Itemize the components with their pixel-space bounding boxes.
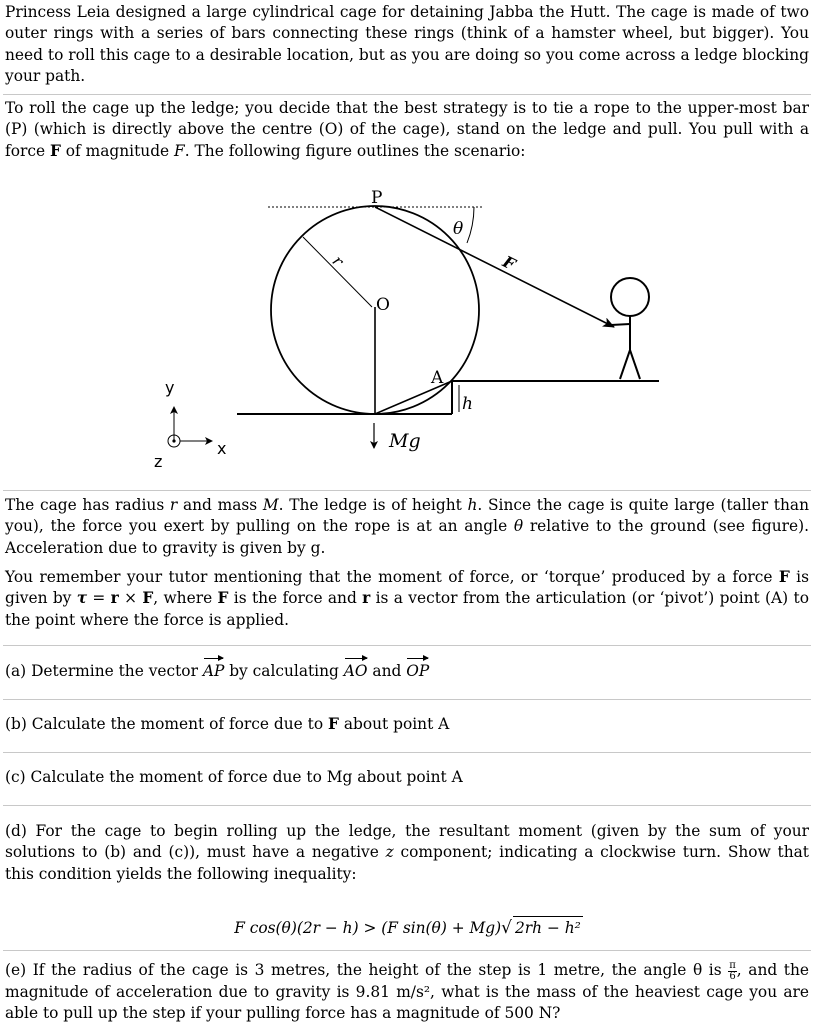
label-theta: θ — [453, 219, 464, 239]
symbol-M: M — [262, 496, 279, 514]
coordinate-axes — [168, 407, 212, 447]
question-c-text: (c) Calculate the moment of force due to Mg about point A — [5, 768, 463, 786]
question-b — [5, 714, 809, 735]
question-e-text: (e) If the radius of the cage is 3 metres, the height of the step is 1 metre, the angle θ is — [5, 961, 729, 979]
label-A: A — [431, 368, 444, 388]
label-O: O — [376, 295, 390, 315]
scenario-text: . The following figure outlines the scenario: — [184, 141, 526, 160]
force-vector-symbol: F — [49, 141, 61, 160]
person-figure — [611, 278, 649, 379]
scenario-text: of magnitude — [60, 141, 175, 160]
inequality-left: F cos(θ)(2r − h) > (F sin(θ) + Mg) — [234, 919, 502, 937]
torque-text: is a vector from the articulation (or ‘pivot’) point (A) to the point where the force is applied. — [5, 589, 809, 629]
person-leg-right — [630, 350, 640, 379]
question-d — [5, 821, 809, 885]
symbol-theta: θ — [513, 517, 524, 536]
inequality: F cos(θ)(2r − h) > (F sin(θ) + Mg)√ 2rh − h² — [234, 918, 581, 938]
parameters-text: . Since the cage is quite large (taller than you), the force you exert by pulling on the rope is at an angle — [5, 496, 809, 536]
vector-OP: OP — [406, 661, 429, 682]
question-a-text: (a) Determine the vector — [5, 662, 203, 680]
question-b-text: (b) Calculate the moment of force due to — [5, 715, 328, 733]
symbol-F-bold: F — [142, 589, 154, 608]
symbol-r: r — [169, 496, 178, 514]
fraction-numerator: π — [729, 959, 736, 971]
question-e-text: , and the magnitude of acceleration due to gravity is 9.81 m/s², what is the mass of the heaviest cage you are able to pull up the step if your pulling force has a magnitude of 500 N? — [5, 961, 810, 1022]
vector-AO: AO — [344, 661, 368, 682]
symbol-r-bold: r — [362, 589, 371, 608]
question-a — [5, 661, 809, 682]
label-P: P — [371, 188, 383, 208]
symbol-F-bold: F — [778, 568, 790, 586]
torque-text: is given by — [5, 568, 810, 608]
radius-line — [303, 237, 372, 307]
parameters-text: . The ledge is of height — [278, 496, 468, 514]
torque-text: is the force and — [228, 589, 363, 608]
vector-AP: AP — [203, 661, 224, 682]
parameters-text: The cage has radius — [5, 496, 170, 514]
person-arm — [611, 324, 630, 325]
torque-paragraph — [5, 567, 809, 631]
rope-force-arrow — [375, 207, 614, 327]
torque-text: = — [87, 589, 111, 608]
divider — [3, 752, 811, 753]
symbol-z: z — [385, 843, 394, 862]
person-head — [611, 278, 649, 316]
parameters-text: relative to the ground (see figure). Acceleration due to gravity is given by g. — [5, 517, 809, 557]
divider — [3, 805, 811, 806]
question-d-text: (d) For the cage to begin rolling up the ledge, the resultant moment (given by the sum of your solutions to (b) and (c)), must have a negative — [5, 822, 809, 862]
label-axis-x: x — [217, 439, 227, 458]
question-a-text: and — [367, 662, 407, 680]
fraction-pi-6 — [728, 961, 737, 982]
ledge — [452, 381, 659, 414]
divider — [3, 699, 811, 700]
label-axis-y: y — [165, 378, 175, 397]
symbol-tau: τ — [76, 589, 88, 608]
z-axis-dot — [172, 439, 175, 442]
person-leg-left — [620, 350, 630, 379]
label-axis-z: z — [154, 452, 163, 471]
question-c — [5, 767, 809, 788]
divider — [3, 490, 811, 491]
question-a-text: by calculating — [224, 662, 344, 680]
symbol-r-bold: r — [110, 589, 119, 608]
intro-text: Princess Leia designed a large cylindrical cage for detaining Jabba the Hutt. The cage is made of two outer rings with a series of bars connecting these rings (think of a hamster wheel, but bigger). You need to roll this cage to a desirable location, but as you are doing so you come across a ledge blocking your path. — [5, 3, 809, 86]
cage-diagram — [0, 0, 817, 480]
scenario-text: To roll the cage up the ledge; you decide that the best strategy is to tie a rope to the upper-most bar (P) (which is directly above the centre (O) of the cage), stand on the ledge and pull. You pull with a force — [5, 99, 809, 160]
label-r: r — [328, 251, 348, 271]
label-F: F — [499, 251, 519, 274]
theta-arc — [467, 207, 474, 243]
symbol-h: h — [467, 496, 478, 514]
symbol-F-bold: F — [328, 715, 339, 733]
torque-text: You remember your tutor mentioning that the moment of force, or ‘torque’ produced by a force — [5, 568, 779, 586]
question-e — [5, 960, 809, 1024]
label-h: h — [462, 394, 473, 414]
question-b-text: about point A — [338, 715, 450, 733]
divider — [3, 950, 811, 951]
question-d-text: component; indicating a clockwise turn. Show that this condition yields the following inequality: — [5, 843, 809, 883]
force-magnitude-symbol: F — [174, 141, 185, 160]
fraction-denominator: 6 — [729, 970, 736, 982]
parameters-paragraph — [5, 495, 809, 559]
torque-text: × — [118, 589, 143, 608]
label-Mg: Mg — [389, 430, 421, 452]
torque-text: , where — [153, 589, 218, 608]
divider — [3, 645, 811, 646]
inequality-sqrt: 2rh − h² — [514, 919, 581, 937]
parameters-text: and mass — [177, 496, 263, 514]
symbol-F-bold: F — [217, 589, 229, 608]
